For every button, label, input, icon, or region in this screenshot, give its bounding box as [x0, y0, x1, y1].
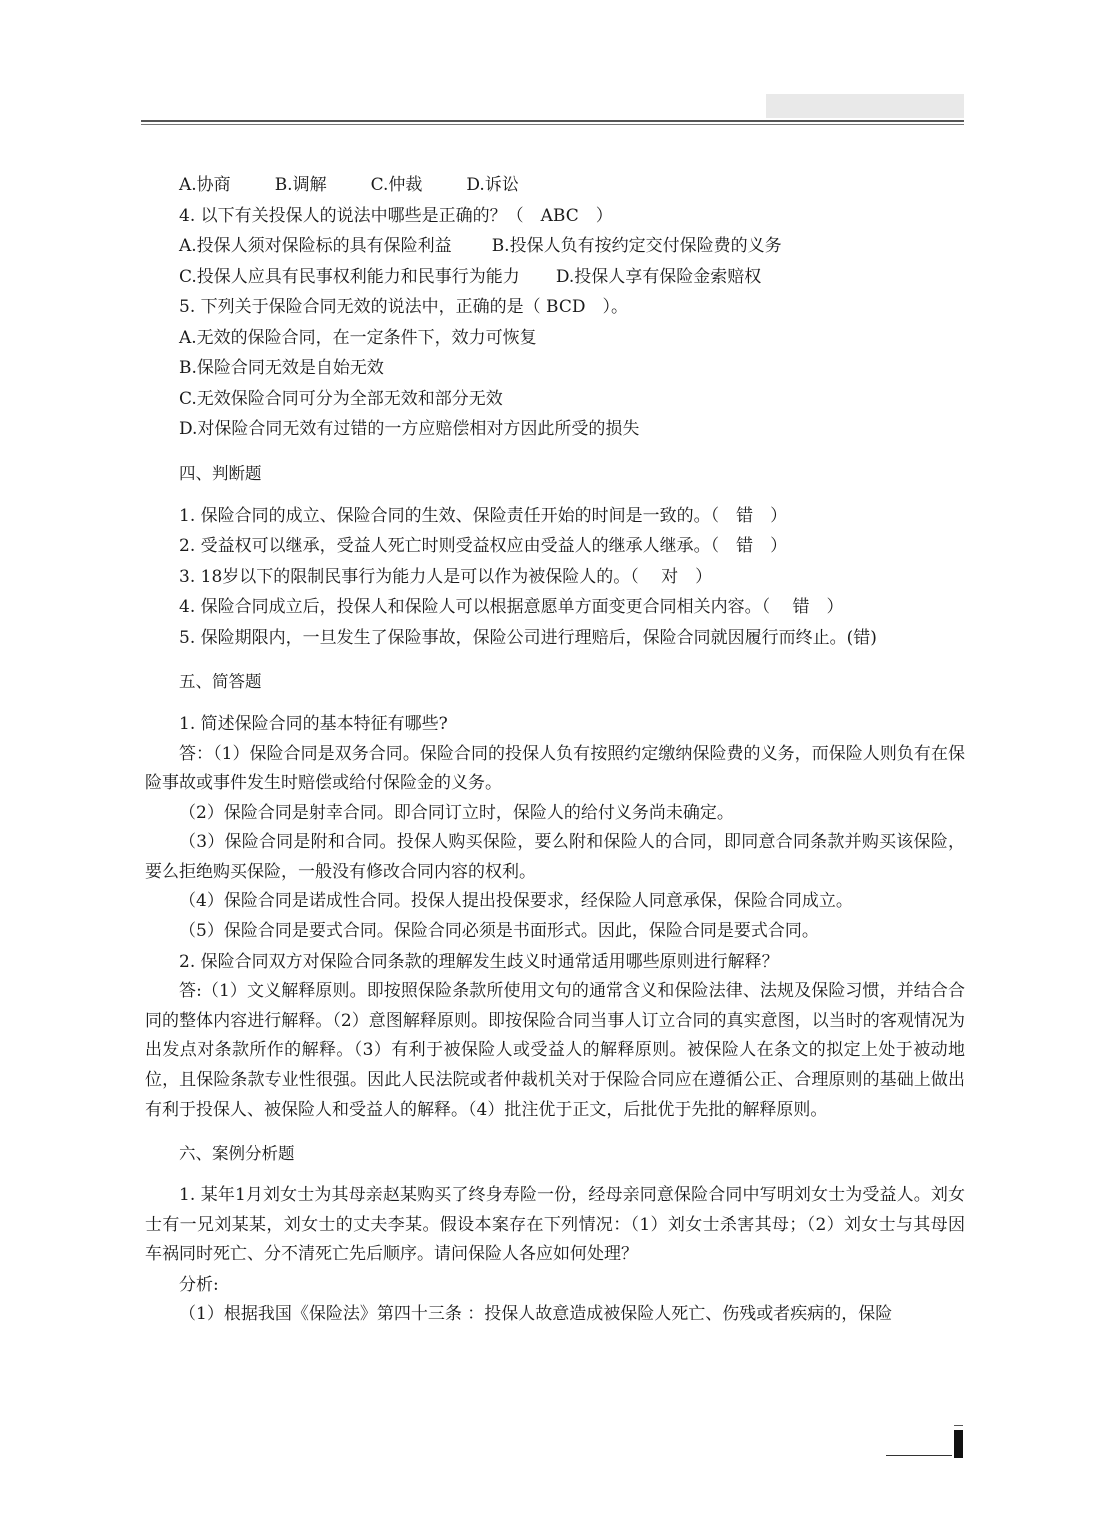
- footer-rule: [886, 1455, 952, 1456]
- header-rule-thin: [141, 124, 964, 125]
- answer-paragraph: 答:（1）文义解释原则。即按照保险条款所使用文句的通常含义和保险法律、法规及保险习惯，并结合合同的整体内容进行解释。（2）意图解释原则。即按保险合同当事人订立合同的真实意图，以当时的客观情况为出发点对条款所作的解释。（3）有利于被保险人或受益人的解释原则。被保险人在条文的拟定上处于被动地位，且保险条款专业性很强。因此人民法院或者仲裁机关对于保险合同应在遵循公正、合理原则的基础上做出有利于投保人、被保险人和受益人的解释。（4）批注优于正文，后批优于先批的解释原则。: [145, 981, 965, 1120]
- answer-paragraph: 答：（1）保险合同是双务合同。保险合同的投保人负有按照约定缴纳保险费的义务，而保险人则负有在保险事故或事件发生时赔偿或给付保险金的义务。: [145, 743, 965, 794]
- answer-paragraph: （5）保险合同是要式合同。保险合同必须是书面形式。因此，保险合同是要式合同。: [179, 921, 819, 942]
- option-d: D.对保险合同无效有过错的一方应赔偿相对方因此所受的损失: [179, 419, 640, 439]
- option-b: B.投保人负有按约定交付保险费的义务: [491, 236, 782, 256]
- header-rule: [141, 120, 964, 122]
- judge-item: 3. 18岁以下的限制民事行为能力人是可以作为被保险人的。（ 对 ）: [179, 566, 713, 587]
- header-decoration: [766, 94, 964, 118]
- option-b: B.保险合同无效是自始无效: [179, 358, 384, 378]
- case-question-1: 1. 某年1月刘女士为其母亲赵某购买了终身寿险一份，经母亲同意保险合同中写明刘女士为受益人。刘女士有一兄刘某某，刘女士的丈夫李某。假设本案存在下列情况：（1）刘女士杀害其母；（2）刘女士与其母因车祸同时死亡、分不清死亡先后顺序。请问保险人各应如何处理？: [145, 1185, 965, 1265]
- short-question-1: 1. 简述保险合同的基本特征有哪些?: [179, 714, 448, 734]
- page-content: [145, 170, 965, 1330]
- option-d: D.投保人享有保险金索赔权: [555, 266, 762, 287]
- option-a: A.无效的保险合同，在一定条件下，效力可恢复: [179, 327, 537, 348]
- page-marker-bar: [954, 1430, 963, 1458]
- page-marker-dash: [954, 1425, 963, 1426]
- question-4: 4. 以下有关投保人的说法中哪些是正确的？（ ABC ）: [179, 205, 613, 226]
- q4-options-ab: [145, 231, 965, 262]
- analysis-paragraph: （1）根据我国《保险法》第四十三条 ：投保人故意造成被保险人死亡、伤残或者疾病的，保险: [179, 1304, 893, 1325]
- answer-paragraph: （2）保险合同是射幸合同。即合同订立时，保险人的给付义务尚未确定。: [179, 802, 734, 823]
- question-5: 5. 下列关于保险合同无效的说法中，正确的是（ BCD ）。: [179, 297, 628, 317]
- q3-options: [145, 170, 965, 201]
- option-c: C.仲裁: [370, 175, 423, 195]
- judge-item: 2. 受益权可以继承，受益人死亡时则受益权应由受益人的继承人继承。（ 错 ）: [179, 536, 788, 556]
- judge-item: 5. 保险期限内，一旦发生了保险事故，保险公司进行理赔后，保险合同就因履行而终止。(错): [179, 627, 877, 648]
- option-b: B.调解: [274, 175, 327, 195]
- judge-item: 1. 保险合同的成立、保险合同的生效、保险责任开始的时间是一致的。（ 错 ）: [179, 505, 788, 526]
- option-c: C.无效保险合同可分为全部无效和部分无效: [179, 388, 503, 409]
- option-a: A.协商: [179, 175, 231, 195]
- section-title-short-answer: 五、简答题: [179, 672, 262, 691]
- analysis-label: 分析:: [179, 1274, 219, 1295]
- option-c: C.投保人应具有民事权利能力和民事行为能力: [179, 266, 520, 287]
- short-question-2: 2. 保险合同双方对保险合同条款的理解发生歧义时通常适用哪些原则进行解释？: [179, 951, 779, 972]
- answer-paragraph: （4）保险合同是诺成性合同。投保人提出投保要求，经保险人同意承保，保险合同成立。: [179, 891, 853, 912]
- option-d: D.诉讼: [466, 175, 519, 195]
- answer-paragraph: （3）保险合同是附和合同。投保人购买保险，要么附和保险人的合同，即同意合同条款并购买该保险，要么拒绝购买保险，一般没有修改合同内容的权利。: [145, 832, 965, 882]
- section-title-judge: 四、判断题: [179, 463, 262, 483]
- q4-options-cd: [145, 262, 965, 293]
- option-a: A.投保人须对保险标的具有保险利益: [179, 236, 452, 256]
- section-title-case-analysis: 六、案例分析题: [179, 1144, 295, 1164]
- judge-item: 4. 保险合同成立后，投保人和保险人可以根据意愿单方面变更合同相关内容。（ 错 ）: [179, 597, 844, 617]
